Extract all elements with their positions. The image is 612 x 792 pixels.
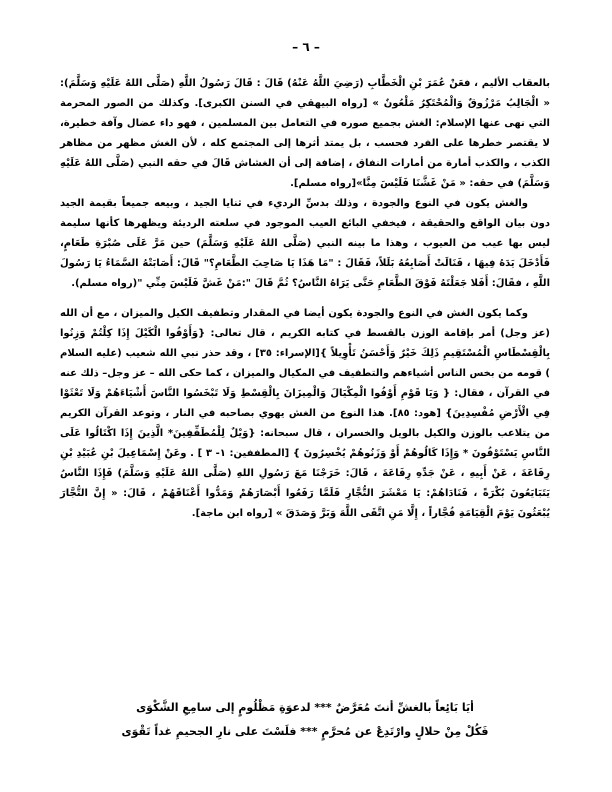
body-text [60, 74, 550, 524]
page-number: – ٦ – [292, 40, 320, 54]
poem-verse: أيَا بَائِعاً بالغشِّ أنتَ مُعَرَّضٌ *** لدعوَةِ مَظْلُومٍ إلى سامِعِ الشَّكْوَى [136, 701, 474, 714]
paragraph-fraud-measure: وكما يكون الغش في النوع والجودة يكون أيضا في المقدار وتطفيف الكيل والميزان ، مع أن الله (عز وجل) أمر بإقامة الوزن بالقسط في كتابه الكريم ، قال تعالى: {وَأَوْفُوا الْكَيْلَ إِذَا كِلْتُمْ وَزِنُوا بِالْقِسْطَاسِ الْمُسْتَقِيمِ ذَلِكَ خَيْرٌ وَأَحْسَنُ تَأْوِيلاً }[الإسراء: ٣٥] ، وقد حذر نبي الله شعيب (عليه السلام ) قومه من بخس الناس أشياءهم والتطفيف في المكيال والميزان ، كما حكى الله – عز وجل– ذلك عنه في القرآن ، فقال: { وَيَا قَوْمِ أَوْفُوا الْمِكْيَالَ وَالْمِيزَانَ بِالْقِسْطِ وَلَا تَبْخَسُوا النَّاسَ أَشْيَاءَهُمْ وَلَا تَعْثَوْا فِي الْأَرْضِ مُفْسِدِينَ} [هود: ٨٥]. هذا النوع من الغش يهوي بصاحبه في النار ، وتوعد القرآن الكريم من يتلاعب بالوزن والكيل بالويل والخسران ، قال سبحانه: {وَيْلٌ لِلْمُطَفِّفِينَ* الَّذِينَ إِذَا اكْتَالُوا عَلَى النَّاسِ يَسْتَوْفُونَ * وَإِذَا كَالُوهُمْ أَوْ وَزَنُوهُمْ يُخْسِرُونَ } [المطففين: ١- ٣ ] . وعَنْ إِسْمَاعِيلَ بْنِ عُبَيْدِ بْنِ رِفَاعَةَ ، عَنْ أَبِيهِ ، عَنْ جَدِّهِ رِفَاعَةَ ، قَالَ: خَرَجْنَا مَعَ رَسُولِ اللهِ (صَلَّى اللهُ عَلَيْهِ وَسَلَّمَ) فَإِذَا النَّاسُ يَتَبَايَعُونَ بُكْرَةً ، فَنَادَاهُمْ: يَا مَعْشَرَ التُّجَّارِ فَلَمَّا رَفَعُوا أَبْصَارَهُمْ وَمَدُّوا أَعْنَاقَهُمْ ، قَالَ: « إِنَّ التُّجَّارَ يُبْعَثُونَ يَوْمَ الْقِيَامَةِ فُجَّاراً ، إِلَّا مَنِ اتَّقَى اللَّهَ وَبَرَّ وَصَدَقَ » [رواه ابن ماجة]. [60, 308, 550, 519]
paragraph-fraud-intro: بالعقاب الأليم ، فعَنْ عُمَرَ بْنِ الْخَطَّابِ (رَضِيَ اللَّهُ عَنْهُ) قَالَ : قَالَ رَسُولُ اللَّهِ (صَلَّى اللهُ عَلَيْهِ وَسَلَّمَ): « الْجَالِبُ مَرْزُوقٌ وَالْمُحْتَكِرُ مَلْعُونٌ » [رواه البيهقي في السنن الكبرى]. وكذلك من الصور المحرمة التي نهى عنها الإسلام: الغش بجميع صوره في التعامل بين المسلمين ، فهو داء عضال وآفة خطيرة، لا يقتصر خطرها على الفرد فحسب ، بل يمتد أثرها إلى المجتمع كله ، لأن الغش مظهر من مظاهر الكذب ، والكذب أمارة من أمارات النفاق ، إضافة إلى أن الغشاش قَالَ في حقه النبي (صَلَّى اللهُ عَلَيْهِ وَسَلَّمَ) في حقه: « مَنْ غَشَّنَا فَلَيْسَ مِنَّا»[رواه مسلم]. [60, 78, 550, 189]
paragraph-fraud-quality: والغش يكون في النوع والجودة ، وذلك بدسِّ الرديء في ثنايا الجيد ، وبيعه جميعاً بقيمة الجيد دون بيان الواقع والحقيقة ، فيخفي البائع العيب الموجود في سلعته الرديئة ويظهرها كأنها سليمة ليس بها عيب من العيوب ، وهذا ما بينه النبي (صَلَّى اللهُ عَلَيْهِ وَسَلَّمَ) حين مَرَّ عَلَى صُبْرَةِ طَعَامٍ، فَأَدْخَلَ يَدَهُ فِيهَا ، فَنَالَتْ أَصَابِعُهُ بَلَلاً، فَقَالَ : "مَا هَذَا يَا صَاحِبَ الطَّعَامِ؟" قَالَ: أَصَابَتْهُ السَّمَاءُ يَا رَسُولَ اللَّهِ ، فقَالَ: أَفَلا جَعَلْتَهُ فَوْقَ الطَّعَامِ حَتَّى يَرَاهُ النَّاسُ؟ ثُمَّ قَالَ ":مَنْ غَشَّ فَلَيْسَ مِنِّي "(رواه مسلم). [60, 198, 550, 289]
poem-verse: فَكُلْ مِنْ حلالٍ وارْتَدِعْ عن مُحرَّمٍ *** فلَسْتَ على نارِ الجحيمِ غداً تَقْوَى [121, 725, 489, 738]
